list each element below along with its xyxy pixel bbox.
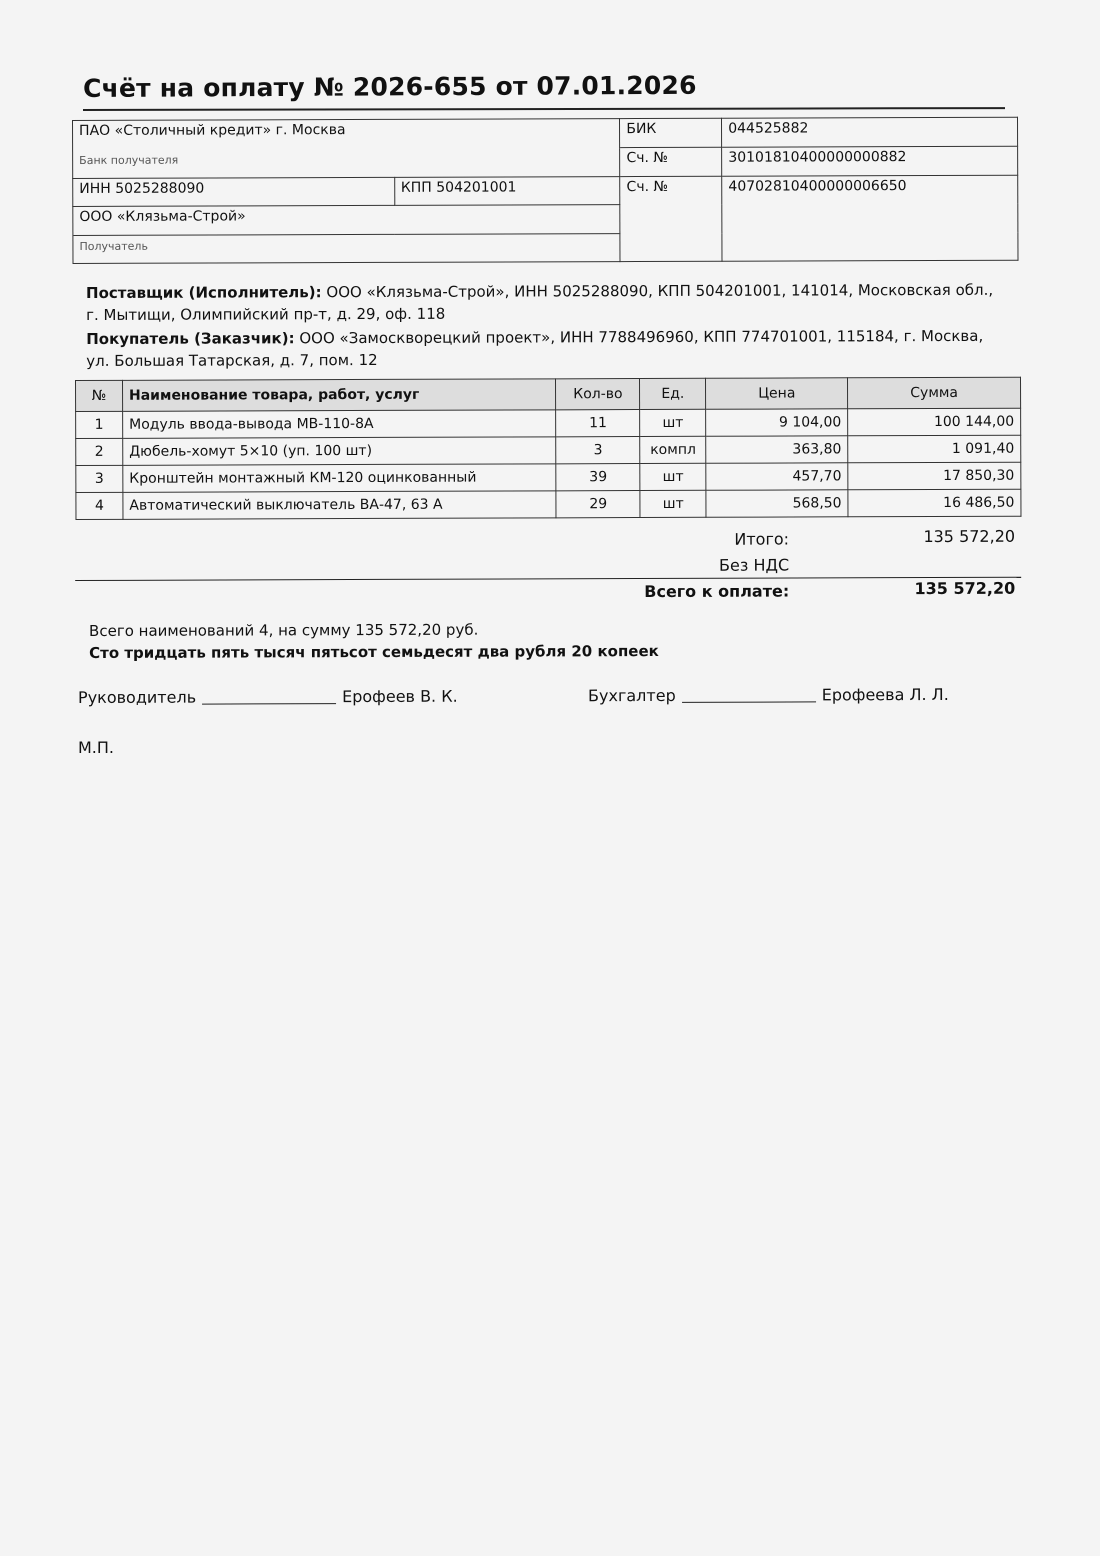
buyer-label: Покупатель (Заказчик): bbox=[86, 329, 295, 348]
header-qty: Кол-во bbox=[556, 379, 640, 410]
items-header-row bbox=[76, 377, 1021, 411]
recipient-name: ООО «Клязьма-Строй» bbox=[73, 205, 620, 236]
total-label: Всего к оплате: bbox=[644, 581, 790, 602]
row-name: Дюбель-хомут 5×10 (уп. 100 шт) bbox=[123, 437, 557, 466]
vat-row bbox=[75, 551, 1021, 580]
row-price: 363,80 bbox=[706, 436, 848, 463]
summary-block bbox=[89, 618, 659, 664]
row-unit: шт bbox=[640, 409, 706, 436]
table-row bbox=[76, 435, 1021, 465]
row-unit: компл bbox=[640, 436, 706, 463]
row-sum: 1 091,40 bbox=[848, 435, 1021, 463]
stamp-place: М.П. bbox=[78, 738, 115, 757]
row-price: 568,50 bbox=[706, 490, 848, 517]
account-value: 40702810400000006650 bbox=[722, 175, 1018, 261]
row-sum: 16 486,50 bbox=[848, 489, 1021, 517]
recipient-caption: Получатель bbox=[79, 239, 148, 253]
account-label: Сч. № bbox=[620, 176, 722, 261]
amount-in-words: Сто тридцать пять тысяч пятьсот семьдесят два рубля 20 копеек bbox=[89, 642, 659, 662]
itogo-value: 135 572,20 bbox=[923, 526, 1016, 547]
vat-label: Без НДС bbox=[718, 555, 790, 575]
itogo-label: Итого: bbox=[734, 529, 790, 549]
bank-table bbox=[72, 117, 1018, 264]
row-num: 2 bbox=[76, 438, 123, 465]
header-price: Цена bbox=[706, 378, 848, 409]
supplier-text: ООО «Клязьма-Строй», ИНН 5025288090, КПП 504201001, 141014, Московская обл., г. Мытищи, Олимпийский пр-т, д. 29, оф. 118 bbox=[86, 280, 994, 324]
header-unit: Ед. bbox=[640, 378, 706, 409]
accountant-name: Ерофеева Л. Л. bbox=[821, 684, 949, 705]
accountant-sign-line bbox=[682, 701, 816, 702]
head-label: Руководитель bbox=[78, 687, 197, 707]
totals-block bbox=[75, 525, 1021, 606]
accountant-label: Бухгалтер bbox=[587, 685, 676, 706]
supplier-line bbox=[86, 279, 1006, 326]
parties-block bbox=[86, 279, 1006, 374]
total-row bbox=[75, 577, 1021, 606]
row-sum: 17 850,30 bbox=[848, 462, 1021, 490]
accountant-signature bbox=[588, 685, 949, 705]
signatures bbox=[78, 684, 1018, 707]
head-signature bbox=[78, 687, 458, 707]
row-qty: 29 bbox=[556, 491, 640, 518]
header-sum: Сумма bbox=[848, 377, 1021, 409]
row-unit: шт bbox=[640, 463, 706, 490]
bank-details bbox=[72, 117, 1019, 270]
row-num: 4 bbox=[76, 492, 123, 519]
buyer-line bbox=[86, 325, 1006, 372]
row-price: 9 104,00 bbox=[706, 409, 848, 436]
table-row bbox=[76, 408, 1021, 438]
bik-value: 044525882 bbox=[722, 117, 1018, 147]
title-underline bbox=[83, 107, 1005, 111]
row-name: Автоматический выключатель ВА-47, 63 А bbox=[123, 491, 557, 520]
row-qty: 11 bbox=[556, 410, 640, 437]
bank-caption: Банк получателя bbox=[79, 153, 179, 167]
row-unit: шт bbox=[640, 490, 706, 517]
itogo-row bbox=[75, 525, 1021, 554]
bank-name: ПАО «Столичный кредит» г. Москва bbox=[73, 119, 620, 150]
row-price: 457,70 bbox=[706, 463, 848, 490]
corr-account-value: 30101810400000000882 bbox=[722, 146, 1018, 176]
buyer-text: ООО «Замоскворецкий проект», ИНН 7788496960, КПП 774701001, 115184, г. Москва, ул. Большая Татарская, д. 7, пом. 12 bbox=[86, 326, 984, 370]
header-num: № bbox=[76, 380, 123, 411]
table-row bbox=[76, 489, 1021, 519]
items-table bbox=[75, 377, 1021, 520]
row-num: 3 bbox=[76, 465, 123, 492]
recipient-kpp: КПП 504201001 bbox=[394, 177, 620, 206]
row-sum: 100 144,00 bbox=[848, 408, 1021, 436]
table-row bbox=[76, 462, 1021, 492]
header-name: Наименование товара, работ, услуг bbox=[122, 379, 556, 412]
row-qty: 39 bbox=[556, 464, 640, 491]
bik-label: БИК bbox=[620, 118, 722, 147]
head-name: Ерофеев В. К. bbox=[342, 686, 458, 707]
row-num: 1 bbox=[76, 411, 123, 438]
items-section bbox=[75, 377, 1021, 520]
invoice-title: Счёт на оплату № 2026-655 от 07.01.2026 bbox=[83, 70, 697, 103]
head-sign-line bbox=[202, 703, 336, 704]
supplier-label: Поставщик (Исполнитель): bbox=[86, 283, 322, 302]
recipient-inn: ИНН 5025288090 bbox=[73, 177, 395, 206]
row-name: Модуль ввода-вывода МВ-110-8А bbox=[123, 410, 557, 439]
total-value: 135 572,20 bbox=[914, 578, 1016, 599]
row-qty: 3 bbox=[556, 437, 640, 464]
corr-account-label: Сч. № bbox=[620, 147, 722, 176]
items-count-line: Всего наименований 4, на сумму 135 572,20 руб. bbox=[89, 620, 479, 640]
row-name: Кронштейн монтажный КМ-120 оцинкованный bbox=[123, 464, 557, 493]
